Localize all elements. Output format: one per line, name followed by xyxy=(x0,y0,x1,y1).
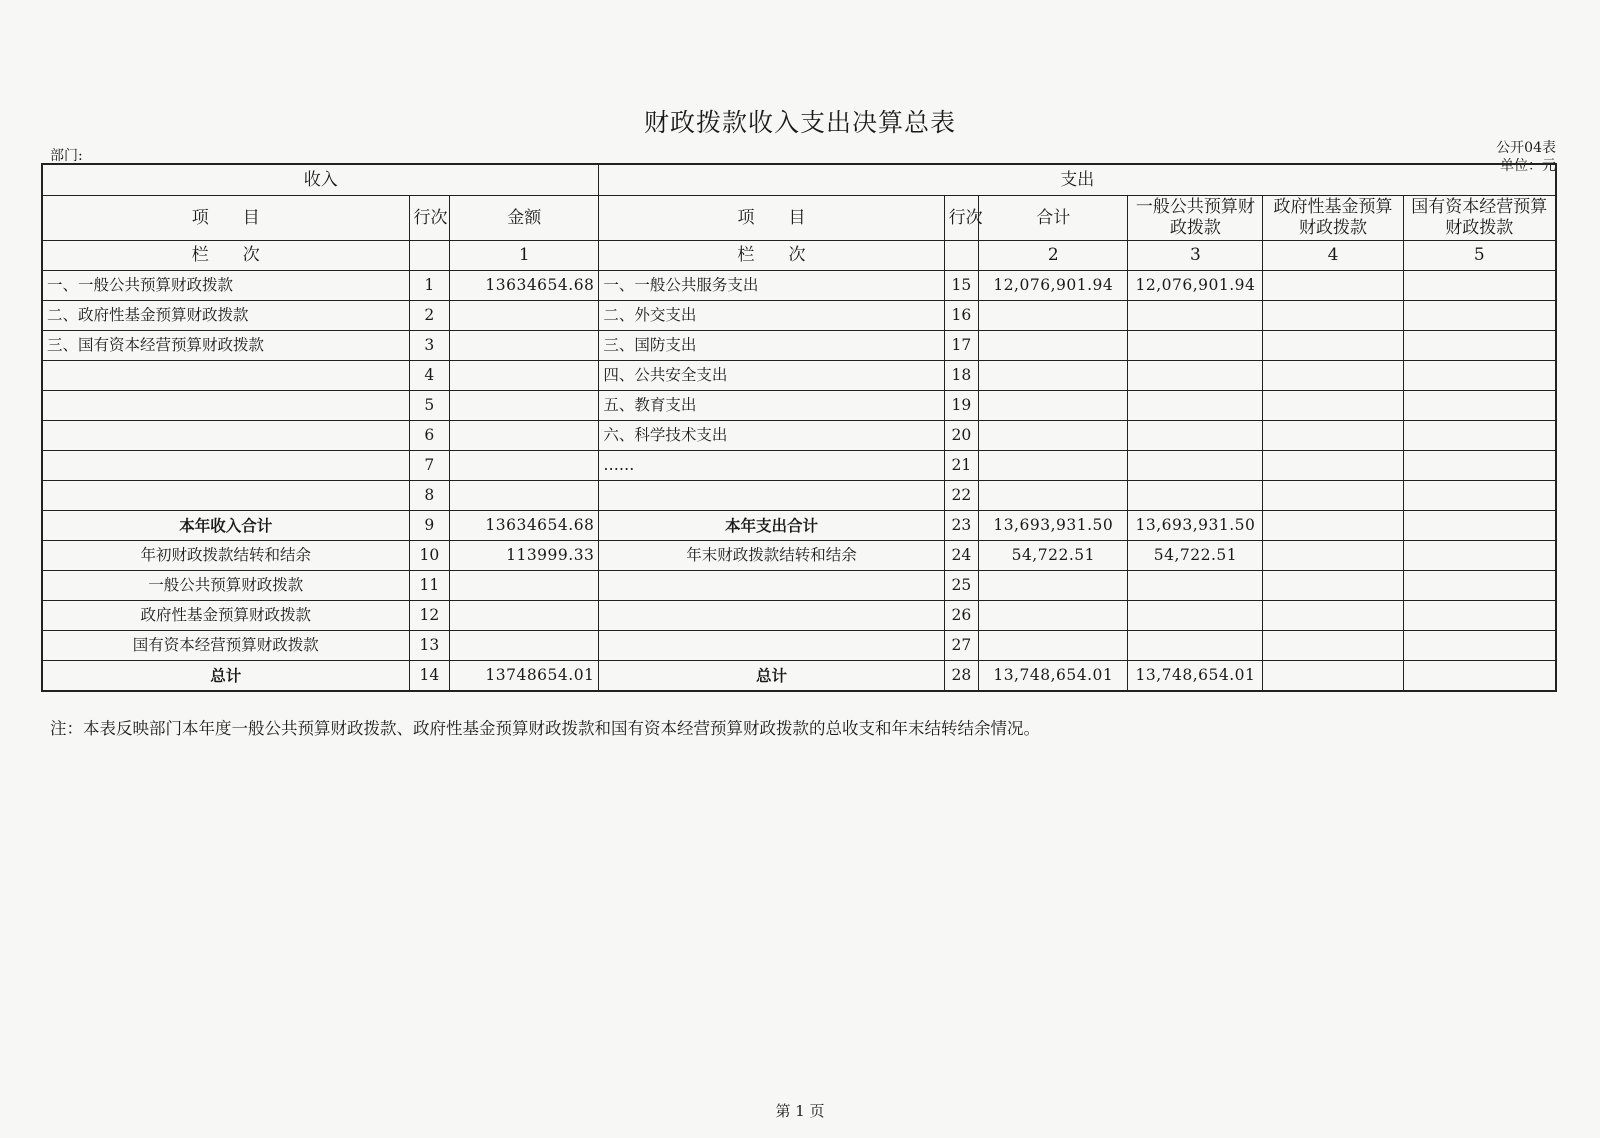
table-row xyxy=(43,271,1556,301)
expense-total xyxy=(979,571,1128,601)
expense-gov-fund xyxy=(1263,631,1403,661)
income-row-no: 12 xyxy=(409,601,450,631)
income-lanci-1: 1 xyxy=(450,241,599,271)
income-item-header: 项 目 xyxy=(43,196,410,241)
expense-lanci-2: 2 xyxy=(979,241,1128,271)
income-row-no: 9 xyxy=(409,511,450,541)
income-item xyxy=(43,361,410,391)
table-row xyxy=(43,421,1556,451)
general-budget-header: 一般公共预算财政拨款 xyxy=(1128,196,1263,241)
income-item: 一般公共预算财政拨款 xyxy=(43,571,410,601)
table-row-subtotal xyxy=(43,511,1556,541)
expense-item: 六、科学技术支出 xyxy=(599,421,944,451)
income-item xyxy=(43,451,410,481)
expense-total-header: 合计 xyxy=(979,196,1128,241)
income-amount xyxy=(450,451,599,481)
expense-state-capital xyxy=(1403,511,1555,541)
expense-state-capital xyxy=(1403,451,1555,481)
expense-total xyxy=(979,451,1128,481)
income-row-no: 3 xyxy=(409,331,450,361)
income-item xyxy=(43,481,410,511)
expense-gov-fund xyxy=(1263,601,1403,631)
income-amount-header: 金额 xyxy=(450,196,599,241)
expense-item: 总计 xyxy=(599,661,944,691)
expense-general xyxy=(1128,571,1263,601)
expense-item: 四、公共安全支出 xyxy=(599,361,944,391)
expense-general xyxy=(1128,301,1263,331)
unit-label: 单位：元 xyxy=(1500,158,1556,174)
expense-general xyxy=(1128,631,1263,661)
table-row xyxy=(43,631,1556,661)
income-item xyxy=(43,421,410,451)
expense-row-no: 24 xyxy=(944,541,979,571)
expense-gov-fund xyxy=(1263,541,1403,571)
expense-item: 五、教育支出 xyxy=(599,391,944,421)
expense-state-capital xyxy=(1403,391,1555,421)
expense-item: 年末财政拨款结转和结余 xyxy=(599,541,944,571)
expense-gov-fund xyxy=(1263,481,1403,511)
expense-gov-fund xyxy=(1263,361,1403,391)
income-amount xyxy=(450,331,599,361)
expense-total xyxy=(979,481,1128,511)
expense-gov-fund xyxy=(1263,571,1403,601)
expense-state-capital xyxy=(1403,541,1555,571)
income-row-no: 14 xyxy=(409,661,450,691)
expense-gov-fund xyxy=(1263,271,1403,301)
income-row-no: 11 xyxy=(409,571,450,601)
income-item: 国有资本经营预算财政拨款 xyxy=(43,631,410,661)
expense-gov-fund xyxy=(1263,511,1403,541)
expense-item xyxy=(599,571,944,601)
expense-total xyxy=(979,421,1128,451)
income-amount xyxy=(450,481,599,511)
expense-state-capital xyxy=(1403,571,1555,601)
expense-total xyxy=(979,301,1128,331)
income-item: 二、政府性基金预算财政拨款 xyxy=(43,301,410,331)
income-amount xyxy=(450,421,599,451)
income-lanci-label: 栏 次 xyxy=(43,241,410,271)
expense-row-no: 17 xyxy=(944,331,979,361)
gov-fund-header: 政府性基金预算财政拨款 xyxy=(1263,196,1403,241)
table-row xyxy=(43,601,1556,631)
expense-general: 54,722.51 xyxy=(1128,541,1263,571)
income-amount: 13634654.68 xyxy=(450,511,599,541)
expense-total xyxy=(979,361,1128,391)
expense-row-no: 15 xyxy=(944,271,979,301)
expense-item: 一、一般公共服务支出 xyxy=(599,271,944,301)
expense-row-no: 23 xyxy=(944,511,979,541)
table-row xyxy=(43,361,1556,391)
table-row xyxy=(43,391,1556,421)
expense-row-no-header: 行次 xyxy=(944,196,979,241)
expense-state-capital xyxy=(1403,601,1555,631)
income-row-no: 2 xyxy=(409,301,450,331)
income-item xyxy=(43,391,410,421)
income-row-no: 8 xyxy=(409,481,450,511)
page-title: 财政拨款收入支出决算总表 xyxy=(643,108,956,137)
expense-lanci-3: 3 xyxy=(1128,241,1263,271)
expense-general: 13,748,654.01 xyxy=(1128,661,1263,691)
income-amount: 13634654.68 xyxy=(450,271,599,301)
expense-item xyxy=(599,601,944,631)
expense-item-header: 项 目 xyxy=(599,196,944,241)
income-item: 年初财政拨款结转和结余 xyxy=(43,541,410,571)
income-row-no: 4 xyxy=(409,361,450,391)
expense-section-header: 支出 xyxy=(599,165,1556,196)
income-row-no: 5 xyxy=(409,391,450,421)
expense-gov-fund xyxy=(1263,451,1403,481)
income-section-header: 收入 xyxy=(43,165,599,196)
income-amount xyxy=(450,361,599,391)
income-amount: 13748654.01 xyxy=(450,661,599,691)
expense-total xyxy=(979,391,1128,421)
expense-total xyxy=(979,331,1128,361)
expense-lanci-5: 5 xyxy=(1403,241,1555,271)
income-amount xyxy=(450,391,599,421)
expense-general: 12,076,901.94 xyxy=(1128,271,1263,301)
expense-state-capital xyxy=(1403,301,1555,331)
income-row-no: 6 xyxy=(409,421,450,451)
income-item: 总计 xyxy=(43,661,410,691)
expense-total: 13,693,931.50 xyxy=(979,511,1128,541)
table-row xyxy=(43,331,1556,361)
income-item: 一、一般公共预算财政拨款 xyxy=(43,271,410,301)
expense-row-no: 19 xyxy=(944,391,979,421)
income-amount xyxy=(450,301,599,331)
income-amount xyxy=(450,571,599,601)
page-number: 第 1 页 xyxy=(775,1102,825,1120)
expense-item xyxy=(599,481,944,511)
expense-general xyxy=(1128,331,1263,361)
expense-general xyxy=(1128,601,1263,631)
table-row xyxy=(43,571,1556,601)
expense-row-no: 25 xyxy=(944,571,979,601)
expense-row-no: 26 xyxy=(944,601,979,631)
expense-item: …… xyxy=(599,451,944,481)
expense-state-capital xyxy=(1403,331,1555,361)
expense-state-capital xyxy=(1403,631,1555,661)
department-label: 部门: xyxy=(50,148,83,164)
budget-summary-table xyxy=(42,164,1556,691)
expense-total: 12,076,901.94 xyxy=(979,271,1128,301)
state-capital-header: 国有资本经营预算财政拨款 xyxy=(1403,196,1555,241)
expense-gov-fund xyxy=(1263,421,1403,451)
expense-state-capital xyxy=(1403,361,1555,391)
expense-general xyxy=(1128,361,1263,391)
form-number: 公开04表 xyxy=(1496,140,1556,156)
table-row xyxy=(43,451,1556,481)
income-amount xyxy=(450,631,599,661)
expense-lanci-4: 4 xyxy=(1263,241,1403,271)
expense-state-capital xyxy=(1403,271,1555,301)
income-item: 三、国有资本经营预算财政拨款 xyxy=(43,331,410,361)
expense-gov-fund xyxy=(1263,331,1403,361)
expense-row-no: 21 xyxy=(944,451,979,481)
expense-row-no: 16 xyxy=(944,301,979,331)
income-item: 政府性基金预算财政拨款 xyxy=(43,601,410,631)
income-row-no: 1 xyxy=(409,271,450,301)
expense-row-no: 28 xyxy=(944,661,979,691)
table-row xyxy=(43,541,1556,571)
expense-total xyxy=(979,601,1128,631)
expense-gov-fund xyxy=(1263,391,1403,421)
expense-gov-fund xyxy=(1263,301,1403,331)
expense-item xyxy=(599,631,944,661)
expense-item: 二、外交支出 xyxy=(599,301,944,331)
income-lanci-row-cell xyxy=(409,241,450,271)
expense-lanci-row-cell xyxy=(944,241,979,271)
table-row xyxy=(43,481,1556,511)
expense-item: 本年支出合计 xyxy=(599,511,944,541)
expense-item: 三、国防支出 xyxy=(599,331,944,361)
income-row-no: 13 xyxy=(409,631,450,661)
table-note: 注：本表反映部门本年度一般公共预算财政拨款、政府性基金预算财政拨款和国有资本经营预算财政拨款的总收支和年末结转结余情况。 xyxy=(50,719,1040,738)
expense-row-no: 20 xyxy=(944,421,979,451)
expense-general xyxy=(1128,451,1263,481)
expense-state-capital xyxy=(1403,661,1555,691)
expense-general: 13,693,931.50 xyxy=(1128,511,1263,541)
income-item: 本年收入合计 xyxy=(43,511,410,541)
expense-state-capital xyxy=(1403,421,1555,451)
income-row-no: 7 xyxy=(409,451,450,481)
income-amount: 113999.33 xyxy=(450,541,599,571)
expense-total: 13,748,654.01 xyxy=(979,661,1128,691)
expense-general xyxy=(1128,391,1263,421)
expense-total xyxy=(979,631,1128,661)
expense-gov-fund xyxy=(1263,661,1403,691)
table-row-grand-total xyxy=(43,661,1556,691)
income-amount xyxy=(450,601,599,631)
expense-row-no: 22 xyxy=(944,481,979,511)
expense-lanci-label: 栏 次 xyxy=(599,241,944,271)
income-row-no-header: 行次 xyxy=(409,196,450,241)
expense-general xyxy=(1128,481,1263,511)
expense-state-capital xyxy=(1403,481,1555,511)
expense-row-no: 18 xyxy=(944,361,979,391)
income-row-no: 10 xyxy=(409,541,450,571)
expense-row-no: 27 xyxy=(944,631,979,661)
expense-general xyxy=(1128,421,1263,451)
expense-total: 54,722.51 xyxy=(979,541,1128,571)
table-row xyxy=(43,301,1556,331)
